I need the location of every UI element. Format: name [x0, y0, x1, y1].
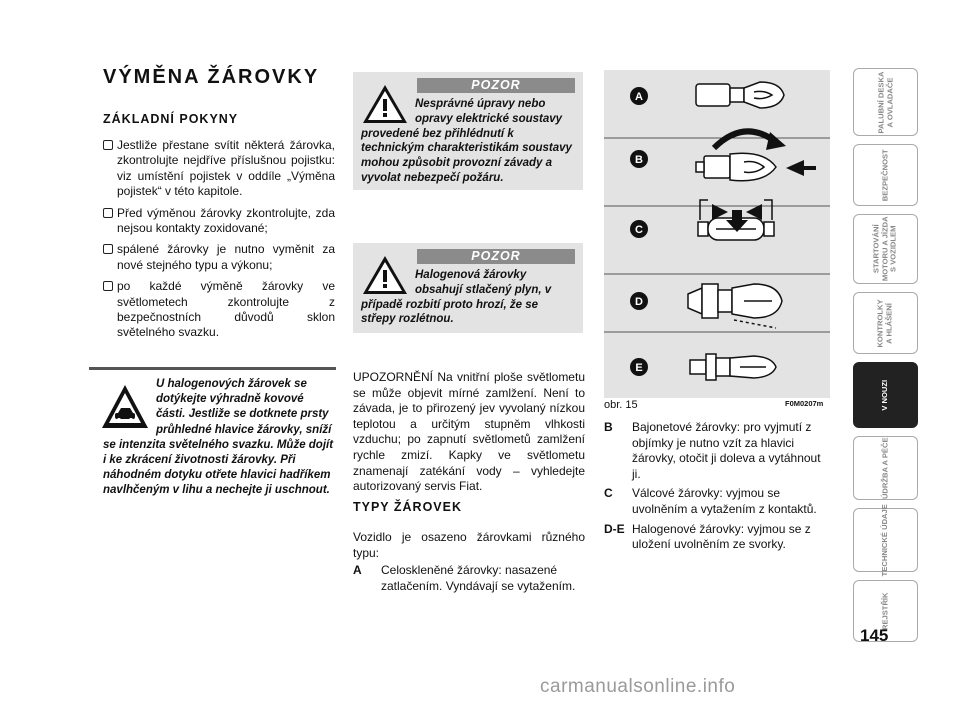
- warning-header: POZOR: [417, 78, 575, 93]
- tab-technical-data[interactable]: TECHNICKÉ ÚDAJE: [853, 508, 918, 572]
- basic-heading: ZÁKLADNÍ POKYNY: [103, 112, 239, 126]
- figure-label-c: [630, 220, 648, 238]
- svg-text:B: B: [635, 154, 643, 166]
- types-intro: Vozidlo je osazeno žárovkami různého typu:: [353, 530, 585, 560]
- figure-label-e: [630, 358, 648, 376]
- tab-safety[interactable]: BEZPEČNOST: [853, 144, 918, 206]
- tab-index[interactable]: REJSTŘÍK: [853, 580, 918, 642]
- figure-label-d: [630, 292, 648, 310]
- list-item: po každé výměně žárovky ve světlometech zkontrolujte z bezpečnostních důvodů sklon světelného svazku.: [103, 279, 335, 341]
- figure-caption: obr. 15: [604, 399, 638, 411]
- watermark: carmanualsonline.info: [540, 676, 736, 697]
- types-list: [353, 563, 585, 598]
- warning-triangle-icon: [361, 254, 409, 296]
- figure-label-a: [630, 87, 648, 105]
- environment-note: U halogenových žárovek se dotýkejte výhradně kovové části. Jestliže se dotknete prsty průhledné hlavice žárovky, sníží se intenzita světelného svazku. Může dojít i ke zkrácení životnosti žárovky. Při náhodném dotyku otřete hlavici hadříkem navlhčeným v lihu a nechejte ji uschnout.: [103, 377, 335, 499]
- list-item: B Bajonetové žárovky: pro vyjmutí z objímky je nutno vzít za hlavici žárovky, otočit ji doleva a vytáhnout ji.: [604, 420, 821, 481]
- list-item: Jestliže přestane svítit některá žárovka, zkontrolujte nejdříve příslušnou pojistku: viz umístění pojistek v oddíle „Výměna pojistek“ v této kapitole.: [103, 138, 335, 200]
- bayonet-bulb-icon: [696, 153, 776, 181]
- warning-box-electrical: POZOR Nesprávné úpravy nebo opravy elektrické soustavy provedené bez přihlédnutí k technickým charakteristikám soustavy mohou způsobit provozní závady a vyvolat nebezpečí požáru.: [353, 72, 583, 190]
- figure-definitions: [604, 420, 830, 557]
- tab-maintenance[interactable]: ÚDRŽBA A PÉČE: [853, 436, 918, 500]
- tab-starting-driving[interactable]: STARTOVÁNÍ MOTORU A JÍZDA S VOZIDLEM: [853, 214, 918, 284]
- svg-text:C: C: [635, 224, 643, 236]
- checkbox-bullet-icon: [103, 140, 113, 150]
- types-heading: TYPY ŽÁROVEK: [353, 500, 463, 514]
- car-warning-icon: [100, 383, 150, 431]
- bulb-types-figure: [604, 70, 830, 398]
- checkbox-bullet-icon: [103, 208, 113, 218]
- caution-paragraph: UPOZORNĚNÍ Na vnitřní ploše světlometu se může objevit mírné zamlžení. Není to závada, je to přirozený jev vyvolaný nízkou teplotou a určitým stupněm vlhkosti vzduchu; po zapnutí světlometů zamlžení rychle zmizí. Kapky ve světlometu znamenají zatékání vody – vyhledejte autorizovaný servis Fiat.: [353, 370, 585, 494]
- note-divider: [89, 367, 336, 370]
- tab-dashboard[interactable]: PALUBNÍ DESKA A OVLADAČE: [853, 68, 918, 136]
- checkbox-bullet-icon: [103, 244, 113, 254]
- tab-warning-lights[interactable]: KONTROLKY A HLÁŠENÍ: [853, 292, 918, 354]
- figure-label-b: [630, 150, 648, 168]
- list-item: A Celoskleněné žárovky: nasazené zatlačením. Vyndávají se vytažením.: [353, 563, 576, 593]
- svg-text:E: E: [635, 362, 643, 374]
- chapter-tabs: [853, 68, 918, 650]
- warning-header: POZOR: [417, 249, 575, 264]
- list-item: C Válcové žárovky: vyjmou se uvolněním a vytažením z kontaktů.: [604, 486, 817, 516]
- checkbox-bullet-icon: [103, 281, 113, 291]
- list-item: Před výměnou žárovky zkontrolujte, zda nejsou kontakty zoxidované;: [103, 206, 335, 237]
- list-item: D-E Halogenové žárovky: vyjmou se z uložení uvolněním ze svorky.: [604, 521, 811, 552]
- svg-text:A: A: [635, 91, 643, 103]
- basic-list: [103, 138, 335, 347]
- page-number: 145: [860, 626, 889, 645]
- figure-code: F0M0207m: [785, 399, 824, 408]
- warning-box-halogen: POZOR Halogenová žárovky obsahují stlačený plyn, v případě rozbití proto hrozí, že se střepy rozlétnou.: [353, 243, 583, 333]
- warning-triangle-icon: [361, 83, 409, 125]
- list-item: spálené žárovky je nutno vyměnit za nové stejného typu a výkonu;: [103, 242, 335, 273]
- svg-text:D: D: [635, 296, 643, 308]
- page-title: VÝMĚNA ŽÁROVKY: [103, 66, 320, 88]
- tab-emergency[interactable]: V NOUZI: [853, 362, 918, 428]
